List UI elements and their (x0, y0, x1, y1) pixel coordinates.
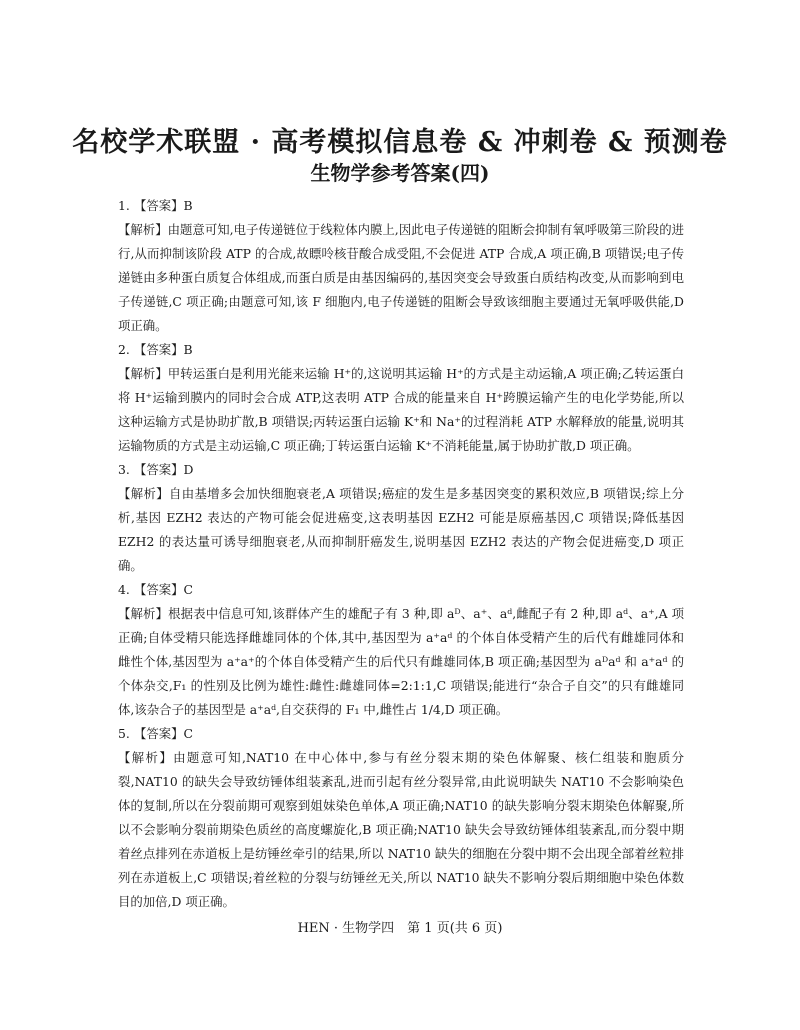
document-title: 名校学术联盟 · 高考模拟信息卷 & 冲刺卷 & 预测卷 (72, 127, 728, 158)
question-number: 5. (118, 726, 130, 741)
answer-content (118, 194, 684, 914)
answer-label: 【答案】C (134, 726, 194, 741)
question-block-2 (118, 338, 684, 458)
page-footer: HEN · 生物学四 第 1 页(共 6 页) (297, 921, 503, 936)
analysis-text: 【解析】由题意可知,NAT10 在中心体中,参与有丝分裂末期的染色体解聚、核仁组装和胞质分裂,NAT10 的缺失会导致纺锤体组装紊乱,进而引起有丝分裂异常,由此说明缺失 NAT10 不会影响染色体的复制,所以在分裂前期可观察到姐妹染色单体,A 项正确;NAT10 的缺失影响分裂末期染色体解聚,所以不会影响分裂前期染色质丝的高度螺旋化,B 项正确;NAT10 缺失会导致纺锤体组装紊乱,而分裂中期着丝点排列在赤道板上是纺锤丝牵引的结果,所以 NAT10 缺失的细胞在分裂中期不会出现全部着丝粒排列在赤道板上,C 项错误;着丝粒的分裂与纺锤丝无关,所以 NAT10 缺失不影响分裂后期细胞中染色体数目的加倍,D 项正确。 (118, 750, 684, 909)
question-block-1 (118, 194, 684, 338)
answer-label: 【答案】C (134, 582, 194, 597)
question-block-3 (118, 458, 684, 578)
question-number: 4. (118, 582, 130, 597)
document-subtitle: 生物学参考答案(四) (310, 161, 490, 185)
answer-label: 【答案】D (134, 462, 194, 477)
question-block-4 (118, 578, 684, 722)
question-block-5 (118, 722, 684, 914)
analysis-text: 【解析】由题意可知,电子传递链位于线粒体内膜上,因此电子传递链的阻断会抑制有氧呼吸第三阶段的进行,从而抑制该阶段 ATP 的合成,故瞟呤核苷酸合成受阻,不会促进 ATP 合成,A 项正确,B 项错误;电子传递链由多种蛋白质复合体组成,而蛋白质是由基因编码的,基因突变会导致蛋白质结构改变,从而影响到电子传递链,C 项正确;由题意可知,该 F 细胞内,电子传递链的阻断会导致该细胞主要通过无氧呼吸供能,D 项正确。 (118, 222, 684, 333)
analysis-text: 【解析】根据表中信息可知,该群体产生的雄配子有 3 种,即 aᴰ、a⁺、aᵈ,雌配子有 2 种,即 aᵈ、a⁺,A 项正确;自体受精只能选择雌雄同体的个体,其中,基因型为 a⁺aᵈ 的个体自体受精产生的后代有雌雄同体和雌性个体,基因型为 a⁺a⁺的个体自体受精产生的后代只有雌雄同体,B 项正确;基因型为 aᴰaᵈ 和 a⁺aᵈ 的个体杂交,F₁ 的性别及比例为雄性:雌性:雌雄同体=2:1:1,C 项错误;能进行“杂合子自交”的只有雌雄同体,该杂合子的基因型是 a⁺aᵈ,自交获得的 F₁ 中,雌性占 1/4,D 项正确。 (118, 606, 684, 717)
analysis-text: 【解析】自由基增多会加快细胞衰老,A 项错误;癌症的发生是多基因突变的累积效应,B 项错误;综上分析,基因 EZH2 表达的产物可能会促进癌变,这表明基因 EZH2 可能是原癌基因,C 项错误;降低基因 EZH2 的表达量可诱导细胞衰老,从而抑制肝癌发生,说明基因 EZH2 表达的产物会促进癌变,D 项正确。 (118, 486, 684, 573)
question-number: 3. (118, 462, 130, 477)
question-number: 2. (118, 342, 130, 357)
answer-label: 【答案】B (134, 198, 193, 213)
answer-label: 【答案】B (134, 342, 193, 357)
analysis-text: 【解析】甲转运蛋白是利用光能来运输 H⁺的,这说明其运输 H⁺的方式是主动运输,A 项正确;乙转运蛋白将 H⁺运输到膜内的同时会合成 ATP,这表明 ATP 合成的能量来自 H⁺跨膜运输产生的电化学势能,所以这种运输方式是协助扩散,B 项错误;丙转运蛋白运输 K⁺和 Na⁺的过程消耗 ATP 水解释放的能量,说明其运输物质的方式是主动运输,C 项正确;丁转运蛋白运输 K⁺不消耗能量,属于协助扩散,D 项正确。 (118, 366, 684, 453)
question-number: 1. (118, 198, 130, 213)
